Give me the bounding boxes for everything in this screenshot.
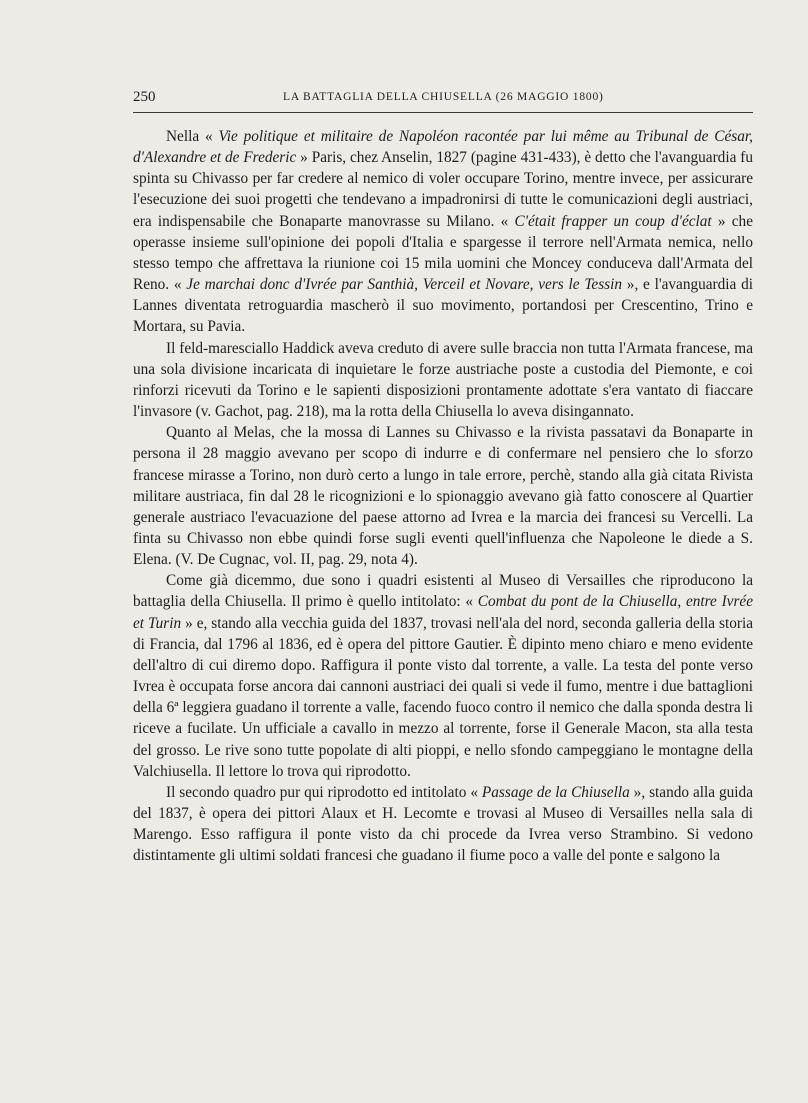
- text-run: Il secondo quadro pur qui riprodotto ed intitolato «: [166, 783, 482, 801]
- italic-title: Passage de la Chiusella: [481, 783, 630, 801]
- text-run: », stando alla guida del 1837, è opera dei pittori Alaux et H. Lecomte e trovasi al Museo di Versailles nella sala di Marengo. Esso raffigura il ponte visto da chi procede da Ivrea verso Strambino. Si vedono distintamente gli ultimi soldati francesi che guadano il fiume poco a valle del ponte e salgono la: [133, 783, 753, 865]
- paragraph: [133, 422, 753, 570]
- text-run: » Paris, chez Anselin, 1827 (pagine 431-433), è detto che l'avanguardia fu spinta su Chivasso per far credere al nemico di voler occupare Torino, mentre invece, per assicurare l'esecuzione dei suoi progetti che tendevano a impadronirsi di tutte le comunicazioni degli austriaci, era indispensabile che Bonaparte manovrasse su Milano. «: [133, 149, 753, 230]
- paragraph: [133, 338, 753, 423]
- paragraph: [133, 126, 753, 338]
- running-title: LA BATTAGLIA DELLA CHIUSELLA (26 MAGGIO 1800): [283, 91, 604, 103]
- italic-title: Combat du pont de la Chiusella, entre Ivrée et Turin: [133, 593, 753, 632]
- text-run: Nella «: [166, 128, 219, 145]
- text-run: Come già dicemmo, due sono i quadri esistenti al Museo di Versailles che riproducono la battaglia della Chiusella. Il primo è quello intitolato: «: [133, 572, 753, 611]
- text-run: » e, stando alla vecchia guida del 1837, trovasi nell'ala del nord, seconda galleria della storia di Francia, dal 1796 al 1836, ed è opera del pittore Gautier. È dipinto meno chiaro e meno evidente dell'altro di cui diremo dopo. Raffigura il ponte visto dal torrente, a valle. La testa del ponte verso Ivrea è occupata forse ancora dai cannoni austriaci dei quali si vede il fumo, mentre i due battaglioni della 6ª leggiera guadano il torrente a valle, facendo fuoco contro il nemico che dalla sponda destra li riceve a fucilate. Un ufficiale a cavallo in mezzo al torrente, forse il Generale Macon, sta alla testa del grosso. Le rive sono tutte popolate di alti pioppi, e nello sfondo campeggiano le montagne della Valchiusella. Il lettore lo trova qui riprodotto.: [133, 614, 753, 780]
- paragraph: [133, 782, 753, 867]
- body-text: [133, 126, 753, 866]
- italic-title: Je marchai donc d'Ivrée par Santhià, Verceil et Novare, vers le Tessin: [186, 276, 623, 294]
- italic-title: C'était frapper un coup d'éclat: [514, 212, 712, 230]
- italic-title: Vie politique et militaire de Napoléon racontée par lui même au Tribunal de César, d'Alexandre et de Frederic: [133, 128, 753, 167]
- page-number: 250: [133, 89, 156, 105]
- page-header: [133, 86, 753, 113]
- text-run: Quanto al Melas, che la mossa di Lannes su Chivasso e la rivista passatavi da Bonaparte in persona il 28 maggio avevano per scopo di indurre e di confermare nel pensiero che lo sforzo francese mirasse a Torino, non durò certo a lungo in tale errore, perchè, stando alla già citata Rivista militare austriaca, fin dal 28 le ricognizioni e lo spionaggio avevano già fatto conoscere al Quartier generale austriaco l'evacuazione del paese attorno ad Ivrea e la marcia dei francesi su Vercelli. La finta su Chivasso non ebbe quindi forse sugli eventi quell'influenza che Napoleone le diede a S. Elena. (V. De Cugnac, vol. II, pag. 29, nota 4).: [133, 424, 753, 569]
- text-run: », e l'avanguardia di Lannes diventata retroguardia mascherò il suo movimento, portandosi per Crescentino, Trino e Mortara, su Pavia.: [133, 276, 753, 336]
- paragraph: [133, 570, 753, 782]
- text-run: » che operasse insieme sull'opinione dei popoli d'Italia e spargesse il terrore nell'Armata nemica, nello stesso tempo che affrettava la riunione coi 15 mila uomini che Moncey conduceva dall'Armata del Reno. «: [133, 212, 753, 294]
- text-run: Il feld-maresciallo Haddick aveva creduto di avere sulle braccia non tutta l'Armata francese, ma una sola divisione incaricata di inquietare le forze austriache poste a custodia del Piemonte, e coi rinforzi ricevuti da Torino e le sapienti disposizioni prontamente adottate s'era vantato di fiaccare l'invasore (v. Gachot, pag. 218), ma la rotta della Chiusella lo aveva disingannato.: [133, 339, 753, 421]
